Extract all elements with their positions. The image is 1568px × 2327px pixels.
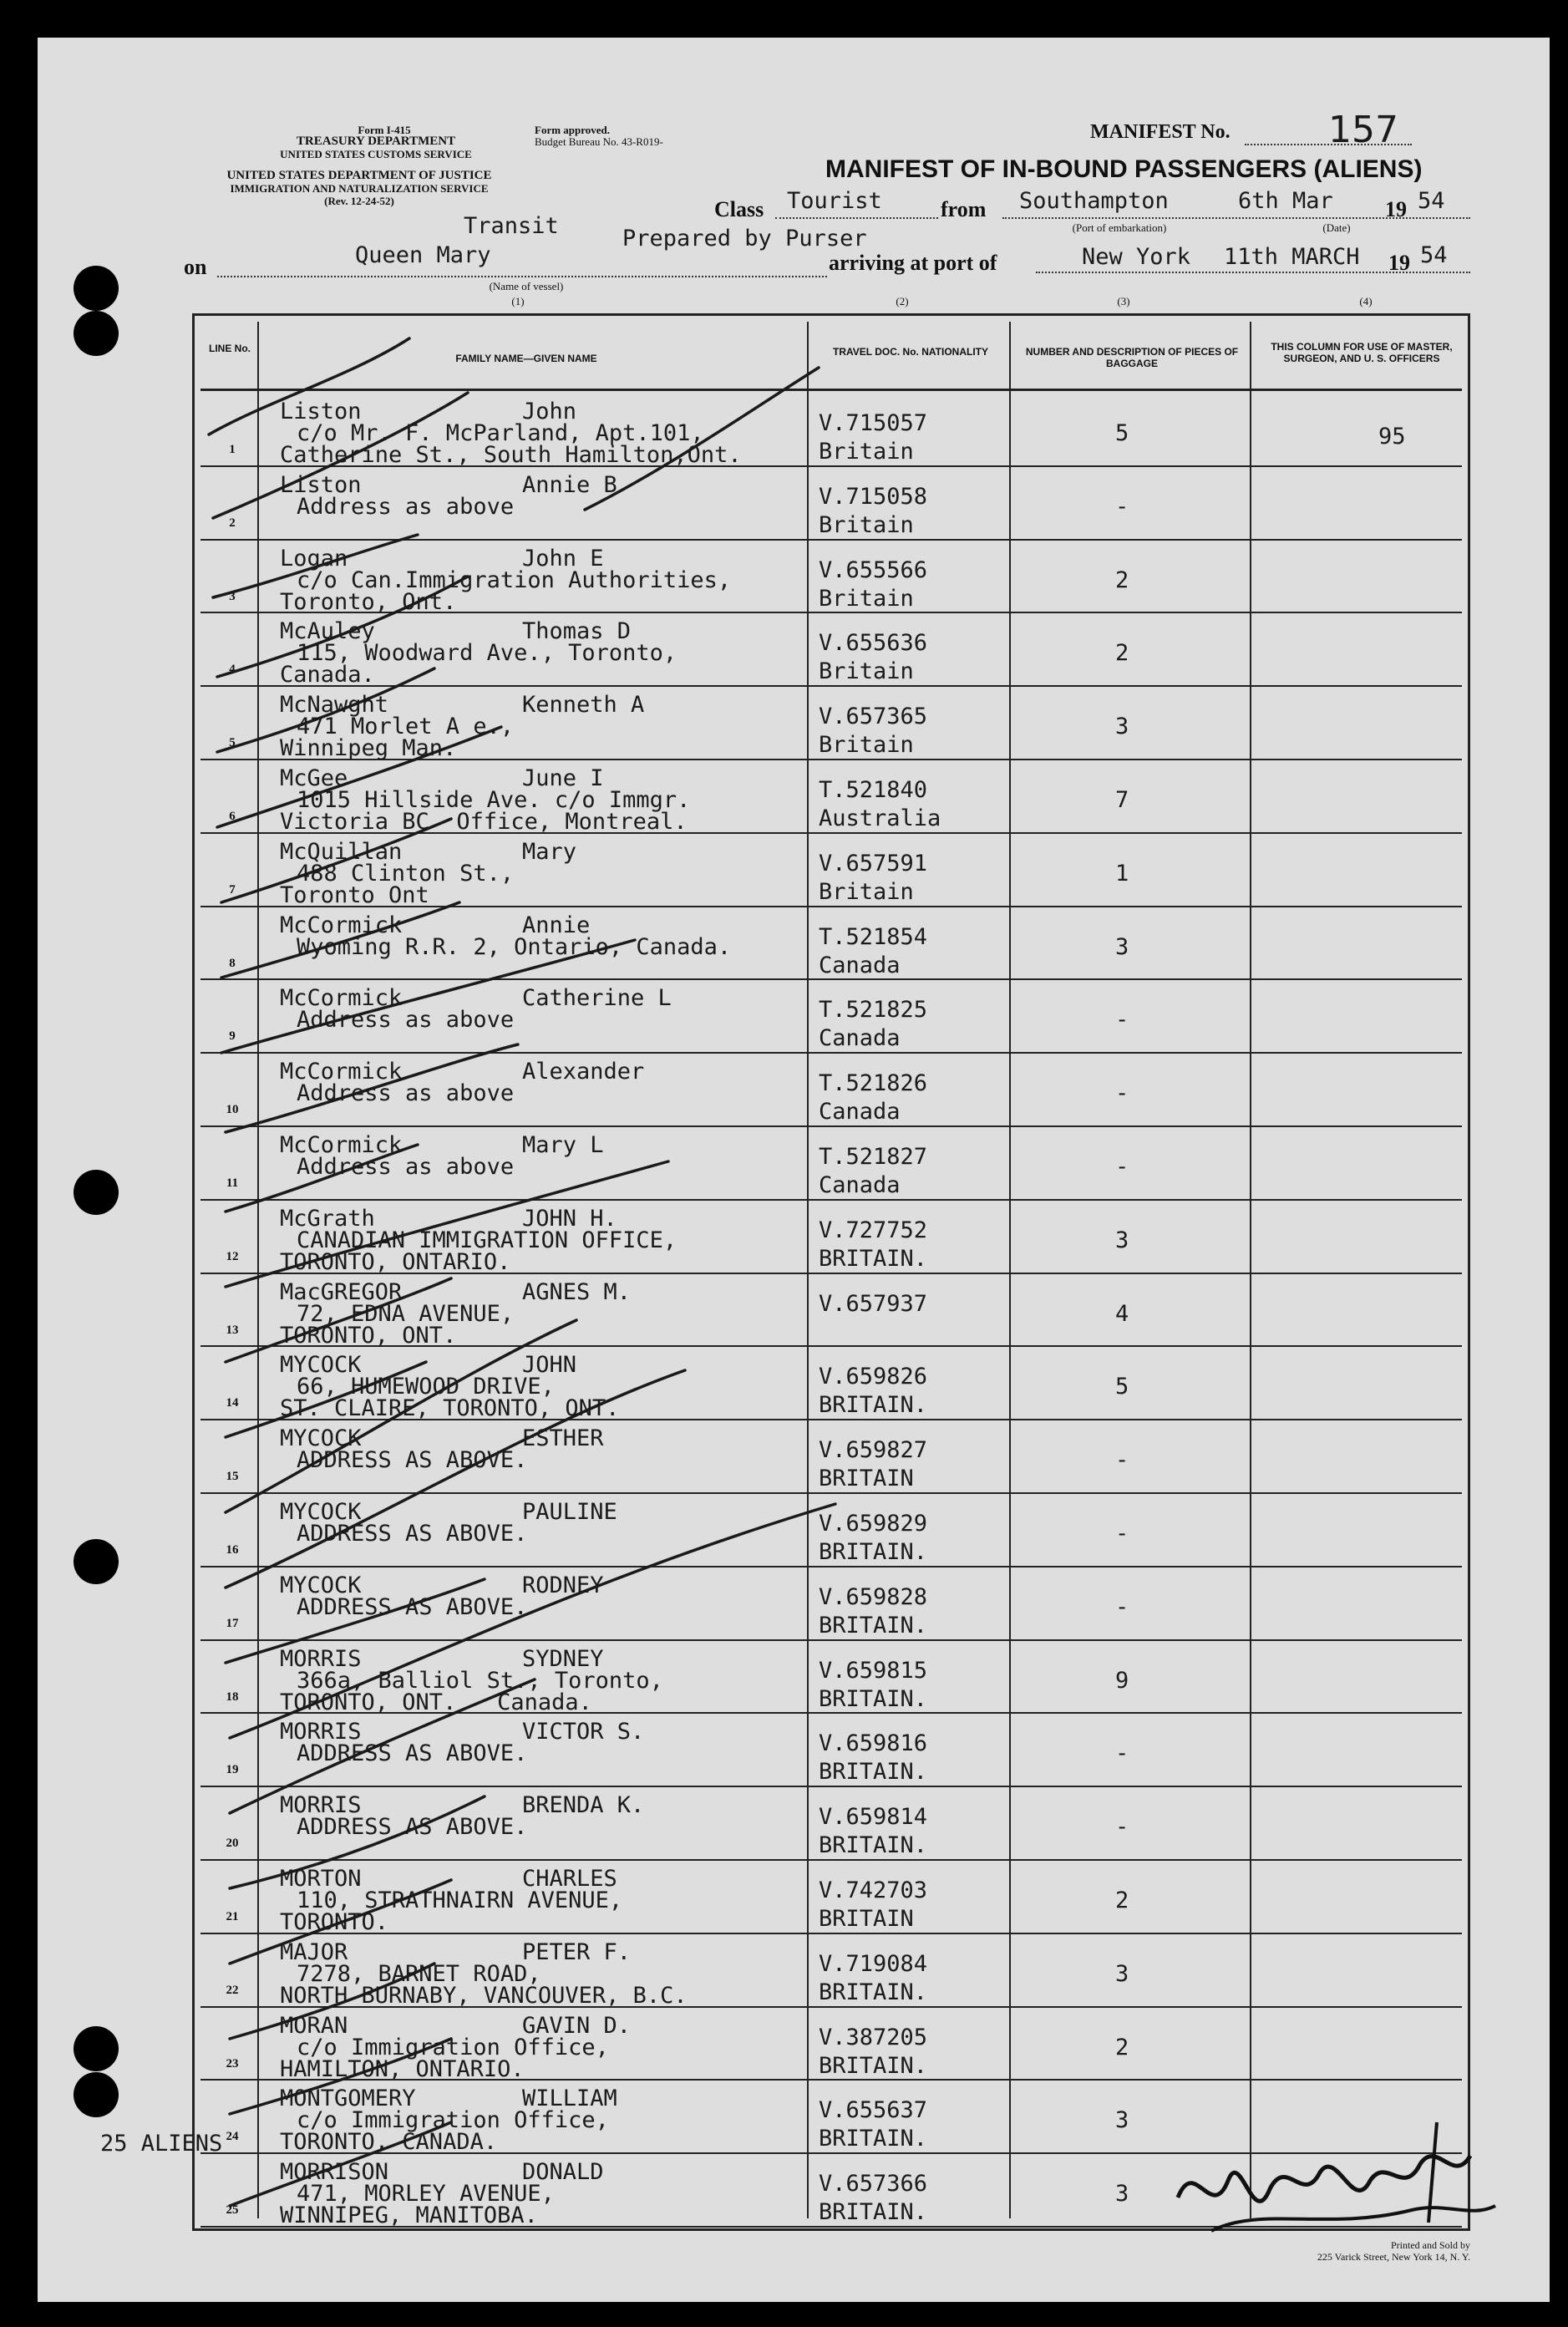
manifest-no-label: MANIFEST No. <box>1090 121 1231 143</box>
row-address-2: TORONTO. <box>280 1909 389 1935</box>
row-family-name: McGrath <box>280 1205 375 1232</box>
row-travel-doc: V.659815 <box>819 1657 928 1684</box>
row-line-number: 8 <box>229 956 236 970</box>
row-baggage: 7 <box>1115 787 1129 813</box>
row-nationality: Canada <box>819 1099 901 1125</box>
row-baggage: 1 <box>1115 860 1129 887</box>
row-address-1: Address as above <box>297 1154 515 1180</box>
row-line-number: 5 <box>229 736 236 750</box>
row-given-name: John <box>522 399 577 424</box>
row-address-2: Victoria BC Office, Montreal. <box>280 809 688 835</box>
row-address-1: 72, EDNA AVENUE, <box>297 1300 515 1327</box>
col-header-doc: TRAVEL DOC. No. NATIONALITY <box>833 346 988 358</box>
row-address-1: 7278, BARNET ROAD, <box>297 1960 541 1987</box>
col2-number: (2) <box>896 295 909 307</box>
row-address-1: ADDRESS AS ABOVE. <box>297 1593 528 1620</box>
row-given-name: Kenneth A <box>522 692 645 719</box>
arrival-port: New York <box>1082 244 1191 270</box>
from-label: from <box>941 197 987 221</box>
vessel-line <box>217 276 827 277</box>
row-baggage: 2 <box>1115 640 1129 667</box>
row-given-name: AGNES M. <box>522 1278 632 1305</box>
row-address-1: 115, Woodward Ave., Toronto, <box>297 640 677 667</box>
row-travel-doc: V.659827 <box>819 1437 928 1464</box>
row-nationality: BRITAIN. <box>819 1245 928 1272</box>
justice-dept: UNITED STATES DEPARTMENT OF JUSTICE <box>226 169 492 182</box>
row-baggage: - <box>1115 1080 1129 1107</box>
row-line-number: 23 <box>226 2056 239 2070</box>
officer-signature <box>1161 2106 1512 2248</box>
row-address-1: c/o Immigration Office, <box>297 2107 609 2134</box>
row-travel-doc: V.715058 <box>819 483 928 510</box>
row-family-name: McCormick <box>280 985 403 1012</box>
budget-bureau: Budget Bureau No. 43-R019- <box>535 135 663 148</box>
punch-hole <box>74 1539 119 1584</box>
row-given-name: GAVIN D. <box>522 2012 632 2039</box>
embarkation-date: 6th Mar <box>1238 188 1333 214</box>
row-travel-doc: V.719084 <box>819 1950 928 1977</box>
row-divider <box>200 1566 1462 1567</box>
row-given-name: Alexander <box>522 1059 645 1085</box>
row-given-name: June I <box>522 765 604 791</box>
row-travel-doc: T.521825 <box>819 997 928 1024</box>
row-nationality: BRITAIN. <box>819 1539 928 1565</box>
row-baggage: - <box>1115 1814 1129 1841</box>
row-baggage: 2 <box>1115 567 1129 593</box>
row-given-name: Mary <box>522 838 577 865</box>
row-travel-doc: V.659814 <box>819 1804 928 1831</box>
row-family-name: MacGREGOR <box>280 1278 403 1305</box>
arrival-date: 11th MARCH <box>1224 244 1360 270</box>
printer-line-2: 225 Varick Street, New York 14, N. Y. <box>1317 2251 1470 2263</box>
col3-number: (3) <box>1117 295 1130 307</box>
col-header-baggage: NUMBER AND DESCRIPTION OF PIECES OF BAGGAGE <box>1025 346 1239 369</box>
row-baggage: 3 <box>1115 1227 1129 1253</box>
row-line-number: 21 <box>226 1910 239 1923</box>
row-baggage: - <box>1115 1521 1129 1547</box>
row-divider <box>200 1786 1462 1787</box>
row-line-number: 7 <box>229 882 236 897</box>
printer-line-1: Printed and Sold by <box>1391 2239 1470 2251</box>
row-family-name: MORRIS <box>280 1719 362 1745</box>
col-header-name: FAMILY NAME—GIVEN NAME <box>455 353 597 364</box>
row-divider <box>200 1639 1462 1641</box>
row-family-name: McCormick <box>280 912 403 938</box>
row-baggage: - <box>1115 1154 1129 1180</box>
row-given-name: WILLIAM <box>522 2086 617 2112</box>
row-family-name: McGee <box>280 765 348 791</box>
row-family-name: McCormick <box>280 1132 403 1158</box>
row-line-number: 6 <box>229 810 236 823</box>
port-caption: (Port of embarkation) <box>1072 221 1167 234</box>
row-line-number: 11 <box>226 1176 239 1190</box>
row-baggage: 2 <box>1115 1888 1129 1913</box>
row-given-name: SYDNEY <box>522 1645 604 1672</box>
row-address-2: Catherine St., South Hamilton,Ont. <box>280 442 742 468</box>
arrival-year: 54 <box>1420 242 1448 268</box>
row-divider <box>200 685 1462 687</box>
transit-note: Transit <box>464 213 559 239</box>
row-travel-doc: V.657366 <box>819 2171 928 2197</box>
class-label: Class <box>714 197 764 221</box>
row-officer-note: 95 <box>1378 424 1406 450</box>
row-travel-doc: T.521854 <box>819 923 928 950</box>
row-family-name: MAJOR <box>280 1938 348 1965</box>
row-nationality: BRITAIN <box>819 1906 914 1932</box>
col-header-officers: THIS COLUMN FOR USE OF MASTER, SURGEON, AND U. S. OFFICERS <box>1271 341 1453 364</box>
row-address-2: ST. CLAIRE, TORONTO, ONT. <box>280 1395 620 1422</box>
row-address-1: CANADIAN IMMIGRATION OFFICE, <box>297 1227 677 1253</box>
row-line-number: 9 <box>229 1029 236 1044</box>
row-family-name: Liston <box>280 399 362 424</box>
row-divider <box>200 1492 1462 1494</box>
row-address-2: Canada. <box>280 662 375 688</box>
row-divider <box>200 1859 1462 1861</box>
row-family-name: McQuillan <box>280 838 403 865</box>
row-address-2: TORONTO, ONT. <box>280 1322 457 1349</box>
row-line-number: 24 <box>226 2130 239 2144</box>
row-travel-doc: V.659829 <box>819 1511 928 1537</box>
row-address-1: 471, MORLEY AVENUE, <box>297 2181 555 2208</box>
row-address-2: HAMILTON, ONTARIO. <box>280 2055 525 2082</box>
row-nationality: BRITAIN. <box>819 1685 928 1712</box>
row-family-name: Liston <box>280 471 362 498</box>
row-nationality: Canada <box>819 952 901 978</box>
date-caption: (Date) <box>1322 221 1351 234</box>
row-baggage: 3 <box>1115 933 1129 960</box>
row-nationality: Britain <box>819 511 914 538</box>
row-given-name: Annie <box>522 912 591 938</box>
row-line-number: 14 <box>226 1396 239 1410</box>
row-baggage: 3 <box>1115 1960 1129 1987</box>
row-family-name: McNawght <box>280 692 389 719</box>
row-nationality: BRITAIN. <box>819 2126 928 2152</box>
col4-number: (4) <box>1359 295 1373 307</box>
row-nationality: BRITAIN. <box>819 1392 928 1419</box>
row-family-name: MYCOCK <box>280 1352 362 1379</box>
row-family-name: MYCOCK <box>280 1499 362 1525</box>
row-address-1: 471 Morlet A e., <box>297 714 515 740</box>
row-address-1: ADDRESS AS ABOVE. <box>297 1814 528 1841</box>
punch-hole <box>74 266 119 311</box>
row-travel-doc: V.659828 <box>819 1583 928 1610</box>
row-baggage: 5 <box>1115 1374 1129 1400</box>
row-address-1: 110, STRATHNAIRN AVENUE, <box>297 1888 623 1913</box>
row-address-1: ADDRESS AS ABOVE. <box>297 1521 528 1547</box>
row-baggage: - <box>1115 1447 1129 1474</box>
row-line-number: 2 <box>229 516 236 530</box>
row-family-name: MORRIS <box>280 1645 362 1672</box>
aliens-total: 25 ALIENS <box>100 2131 223 2157</box>
row-baggage: 9 <box>1115 1667 1129 1694</box>
form-approved: Form approved. <box>535 124 611 136</box>
row-family-name: MORRIS <box>280 1792 362 1819</box>
class-line <box>775 217 938 219</box>
class-value: Tourist <box>787 188 882 214</box>
form-number: Form I-415 <box>358 124 411 136</box>
punch-hole <box>74 1170 119 1215</box>
row-address-1: 66, HUMEWOOD DRIVE, <box>297 1374 555 1400</box>
row-baggage: 3 <box>1115 2107 1129 2134</box>
row-divider <box>200 539 1462 541</box>
row-address-2: TORONTO, CANADA. <box>280 2129 498 2156</box>
row-line-number: 19 <box>226 1763 239 1777</box>
vessel-name: Queen Mary <box>355 242 491 268</box>
row-travel-doc: V.657591 <box>819 850 928 876</box>
vessel-caption: (Name of vessel) <box>489 280 564 292</box>
row-given-name: BRENDA K. <box>522 1792 645 1819</box>
revision: (Rev. 12-24-52) <box>324 195 394 207</box>
row-line-number: 22 <box>226 1983 239 1997</box>
customs-service: UNITED STATES CUSTOMS SERVICE <box>280 148 472 160</box>
ins-service: IMMIGRATION AND NATURALIZATION SERVICE <box>230 182 489 195</box>
row-line-number: 10 <box>226 1103 239 1117</box>
row-given-name: Mary L <box>522 1132 604 1158</box>
row-nationality: Britain <box>819 585 914 612</box>
row-address-2: TORONTO, ONTARIO. <box>280 1248 511 1275</box>
year-prefix-2: 19 <box>1388 251 1410 275</box>
row-travel-doc: V.727752 <box>819 1217 928 1243</box>
row-address-1: Address as above <box>297 1007 515 1034</box>
row-nationality: Canada <box>819 1172 901 1198</box>
row-line-number: 13 <box>226 1323 239 1337</box>
year-prefix: 19 <box>1385 197 1407 221</box>
row-address-1: c/o Immigration Office, <box>297 2034 609 2060</box>
row-baggage: 3 <box>1115 714 1129 740</box>
punch-hole <box>74 2072 119 2117</box>
embarkation-port: Southampton <box>1019 188 1169 214</box>
treasury-dept: TREASURY DEPARTMENT <box>296 135 456 148</box>
row-travel-doc: V.659816 <box>819 1730 928 1757</box>
arriving-label: arriving at port of <box>829 251 997 275</box>
row-address-2: WINNIPEG, MANITOBA. <box>280 2203 538 2229</box>
row-nationality: Britain <box>819 878 914 905</box>
row-nationality: BRITAIN <box>819 1466 914 1492</box>
row-travel-doc: T.521826 <box>819 1070 928 1097</box>
row-address-1: Address as above <box>297 493 515 520</box>
row-nationality: Britain <box>819 732 914 759</box>
row-line-number: 3 <box>229 589 236 603</box>
row-baggage: - <box>1115 1593 1129 1620</box>
row-family-name: MORAN <box>280 2012 348 2039</box>
row-travel-doc: T.521827 <box>819 1144 928 1170</box>
row-line-number: 12 <box>226 1249 239 1263</box>
row-nationality: BRITAIN. <box>819 1832 928 1859</box>
row-family-name: MYCOCK <box>280 1425 362 1452</box>
header-bottom-rule <box>200 389 1462 391</box>
row-baggage: 3 <box>1115 2181 1129 2208</box>
row-travel-doc: V.655566 <box>819 556 928 583</box>
row-given-name: Annie B <box>522 471 617 498</box>
row-given-name: RODNEY <box>522 1572 604 1598</box>
row-divider <box>200 978 1462 980</box>
row-nationality: Australia <box>819 805 941 831</box>
row-family-name: Logan <box>280 545 348 572</box>
row-address-1: 1015 Hillside Ave. c/o Immgr. <box>297 787 691 813</box>
row-line-number: 18 <box>226 1689 239 1704</box>
row-family-name: MONTGOMERY <box>280 2086 416 2112</box>
row-line-number: 16 <box>226 1543 239 1557</box>
row-travel-doc: V.657365 <box>819 704 928 730</box>
punch-hole <box>74 2026 119 2071</box>
row-given-name: PETER F. <box>522 1938 632 1965</box>
row-address-1: ADDRESS AS ABOVE. <box>297 1447 528 1474</box>
row-nationality: Britain <box>819 439 914 465</box>
embark-year: 54 <box>1418 188 1445 214</box>
on-label: on <box>184 255 207 279</box>
row-nationality: BRITAIN. <box>819 1612 928 1639</box>
row-baggage: 4 <box>1115 1300 1129 1327</box>
row-family-name: MORRISON <box>280 2159 389 2186</box>
row-nationality: BRITAIN. <box>819 2199 928 2226</box>
row-nationality: Canada <box>819 1025 901 1052</box>
row-family-name: McAuley <box>280 618 375 645</box>
row-baggage: - <box>1115 1740 1129 1767</box>
row-address-1: ADDRESS AS ABOVE. <box>297 1740 528 1767</box>
row-baggage: 5 <box>1115 420 1129 446</box>
row-divider <box>200 1125 1462 1127</box>
row-address-2: TORONTO, ONT. Canada. <box>280 1689 592 1715</box>
row-address-2: NORTH BURNABY, VANCOUVER, B.C. <box>280 1982 688 2009</box>
row-nationality: BRITAIN. <box>819 2052 928 2079</box>
col1-number: (1) <box>511 295 525 307</box>
row-address-1: c/o Mr. F. McParland, Apt.101, <box>297 420 704 446</box>
manifest-title: MANIFEST OF IN-BOUND PASSENGERS (ALIENS) <box>825 155 1423 183</box>
row-given-name: Catherine L <box>522 985 672 1012</box>
row-given-name: John E <box>522 545 604 572</box>
row-travel-doc: V.742703 <box>819 1877 928 1903</box>
row-given-name: DONALD <box>522 2159 604 2186</box>
row-line-number: 15 <box>226 1470 239 1484</box>
row-travel-doc: T.521840 <box>819 777 928 803</box>
row-line-number: 4 <box>229 663 236 677</box>
manifest-no-value: 157 <box>1328 109 1398 151</box>
row-given-name: Thomas D <box>522 618 632 645</box>
row-address-1: 488 Clinton St., <box>297 860 515 887</box>
row-line-number: 1 <box>229 443 236 456</box>
row-travel-doc: V.659826 <box>819 1364 928 1390</box>
row-travel-doc: V.655636 <box>819 630 928 657</box>
row-line-number: 17 <box>226 1616 239 1630</box>
row-given-name: VICTOR S. <box>522 1719 645 1745</box>
punch-hole <box>74 311 119 356</box>
row-nationality: BRITAIN. <box>819 1759 928 1786</box>
row-address-2: Toronto, Ont. <box>280 588 457 615</box>
row-address-2: Toronto Ont <box>280 882 429 908</box>
prepared-note: Prepared by Purser <box>622 226 867 251</box>
row-baggage: - <box>1115 493 1129 520</box>
row-address-1: Wyoming R.R. 2, Ontario, Canada. <box>297 933 732 960</box>
row-divider <box>200 1199 1462 1201</box>
row-nationality: BRITAIN. <box>819 1979 928 2005</box>
row-family-name: McCormick <box>280 1059 403 1085</box>
row-divider <box>200 1933 1462 1934</box>
row-address-1: c/o Can.Immigration Authorities, <box>297 567 732 593</box>
row-given-name: JOHN H. <box>522 1205 617 1232</box>
row-travel-doc: V.655637 <box>819 2097 928 2124</box>
row-travel-doc: V.715057 <box>819 410 928 436</box>
row-divider <box>200 1052 1462 1054</box>
row-baggage: 2 <box>1115 2034 1129 2060</box>
row-travel-doc: V.657937 <box>819 1290 928 1317</box>
row-address-1: 366a, Balliol St., Toronto, <box>297 1667 663 1694</box>
row-address-2: Winnipeg Man. <box>280 735 457 762</box>
row-family-name: MORTON <box>280 1866 362 1892</box>
row-given-name: PAULINE <box>522 1499 617 1525</box>
row-nationality: Britain <box>819 658 914 685</box>
col-header-line-no: LINE No. <box>209 343 251 354</box>
row-address-1: Address as above <box>297 1080 515 1107</box>
row-family-name: MYCOCK <box>280 1572 362 1598</box>
row-line-number: 25 <box>226 2203 239 2218</box>
row-travel-doc: V.387205 <box>819 2024 928 2050</box>
row-given-name: CHARLES <box>522 1866 617 1892</box>
row-given-name: JOHN <box>522 1352 577 1379</box>
row-given-name: ESTHER <box>522 1425 604 1452</box>
row-baggage: - <box>1115 1007 1129 1034</box>
row-line-number: 20 <box>226 1837 239 1851</box>
